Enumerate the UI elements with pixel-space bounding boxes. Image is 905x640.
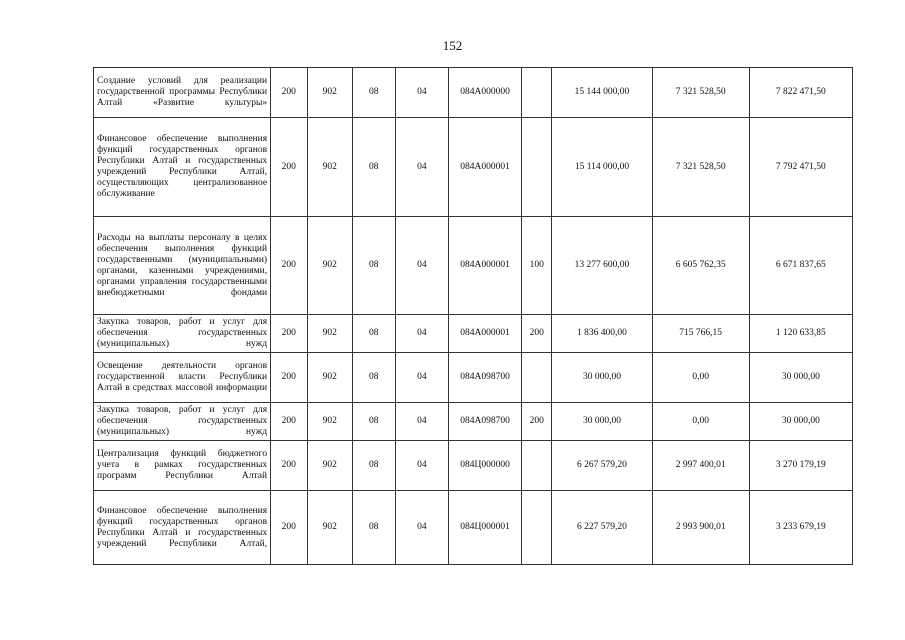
- row-description: Освещение деятельности органов государственной власти Республики Алтай в средствах массовой информации: [94, 353, 271, 403]
- row-subsection: 04: [395, 353, 449, 403]
- row-target-article: 084А000001: [449, 118, 522, 217]
- row-code-200: 200: [271, 441, 307, 491]
- row-description: Финансовое обеспечение выполнения функций государственных органов Республики Алтай и государственных учреждений Республики Алтай, осуществляющих централизованное обслуживание: [94, 118, 271, 217]
- table-row: [94, 491, 853, 565]
- table-row: [94, 403, 853, 441]
- budget-table: [93, 67, 853, 565]
- row-target-article: 084А000001: [449, 217, 522, 315]
- row-subsection: 04: [395, 68, 449, 118]
- row-amount-2: 6 605 762,35: [652, 217, 749, 315]
- row-amount-2: 2 997 400,01: [652, 441, 749, 491]
- row-target-article: 084Ц000001: [449, 491, 522, 565]
- row-grbs: 902: [307, 68, 353, 118]
- row-amount-1: 13 277 600,00: [552, 217, 652, 315]
- row-subsection: 04: [395, 491, 449, 565]
- row-grbs: 902: [307, 217, 353, 315]
- table-row: [94, 353, 853, 403]
- row-section: 08: [353, 441, 396, 491]
- row-amount-3: 3 270 179,19: [749, 441, 852, 491]
- row-description: Создание условий для реализации государственной программы Республики Алтай «Развитие культуры»: [94, 68, 271, 118]
- row-grbs: 902: [307, 353, 353, 403]
- row-subsection: 04: [395, 118, 449, 217]
- row-code-200: 200: [271, 315, 307, 353]
- row-expense-type: [522, 68, 552, 118]
- row-amount-1: 6 267 579,20: [552, 441, 652, 491]
- row-target-article: 084А000000: [449, 68, 522, 118]
- row-expense-type: [522, 491, 552, 565]
- row-grbs: 902: [307, 315, 353, 353]
- row-amount-2: 0,00: [652, 403, 749, 441]
- row-section: 08: [353, 118, 396, 217]
- row-expense-type: 100: [522, 217, 552, 315]
- row-amount-3: 30 000,00: [749, 403, 852, 441]
- row-subsection: 04: [395, 217, 449, 315]
- table-row: [94, 217, 853, 315]
- row-subsection: 04: [395, 315, 449, 353]
- row-amount-3: 7 822 471,50: [749, 68, 852, 118]
- row-expense-type: [522, 353, 552, 403]
- row-subsection: 04: [395, 441, 449, 491]
- row-amount-2: 7 321 528,50: [652, 118, 749, 217]
- row-amount-3: 7 792 471,50: [749, 118, 852, 217]
- row-amount-2: 715 766,15: [652, 315, 749, 353]
- row-amount-3: 3 233 679,19: [749, 491, 852, 565]
- row-amount-3: 6 671 837,65: [749, 217, 852, 315]
- row-grbs: 902: [307, 118, 353, 217]
- row-code-200: 200: [271, 403, 307, 441]
- row-section: 08: [353, 353, 396, 403]
- table-row: [94, 441, 853, 491]
- row-amount-2: 7 321 528,50: [652, 68, 749, 118]
- row-amount-1: 15 144 000,00: [552, 68, 652, 118]
- row-amount-1: 30 000,00: [552, 403, 652, 441]
- row-section: 08: [353, 68, 396, 118]
- row-target-article: 084А000001: [449, 315, 522, 353]
- row-target-article: 084А098700: [449, 403, 522, 441]
- row-code-200: 200: [271, 353, 307, 403]
- table-row: [94, 315, 853, 353]
- row-amount-1: 15 114 000,00: [552, 118, 652, 217]
- row-target-article: 084А098700: [449, 353, 522, 403]
- row-amount-2: 0,00: [652, 353, 749, 403]
- row-section: 08: [353, 491, 396, 565]
- page-number: 152: [442, 38, 463, 53]
- row-expense-type: [522, 441, 552, 491]
- row-amount-3: 30 000,00: [749, 353, 852, 403]
- table-row: [94, 118, 853, 217]
- row-expense-type: 200: [522, 403, 552, 441]
- row-grbs: 902: [307, 441, 353, 491]
- row-code-200: 200: [271, 217, 307, 315]
- row-grbs: 902: [307, 491, 353, 565]
- row-description: Закупка товаров, работ и услуг для обеспечения государственных (муниципальных) нужд: [94, 403, 271, 441]
- row-amount-1: 1 836 400,00: [552, 315, 652, 353]
- row-expense-type: [522, 118, 552, 217]
- row-description: Централизация функций бюджетного учета в рамках государственных программ Республики Алтай: [94, 441, 271, 491]
- row-amount-1: 6 227 579,20: [552, 491, 652, 565]
- row-subsection: 04: [395, 403, 449, 441]
- row-description: Закупка товаров, работ и услуг для обеспечения государственных (муниципальных) нужд: [94, 315, 271, 353]
- row-code-200: 200: [271, 118, 307, 217]
- row-section: 08: [353, 217, 396, 315]
- row-amount-1: 30 000,00: [552, 353, 652, 403]
- row-target-article: 084Ц000000: [449, 441, 522, 491]
- row-description: Финансовое обеспечение выполнения функций государственных органов Республики Алтай и государственных учреждений Республики Алтай,: [94, 491, 271, 565]
- row-description: Расходы на выплаты персоналу в целях обеспечения выполнения функций государственными (муниципальными) органами, казенными учреждениями, органами управления государственными внебюджетными фондами: [94, 217, 271, 315]
- row-code-200: 200: [271, 68, 307, 118]
- row-code-200: 200: [271, 491, 307, 565]
- row-expense-type: 200: [522, 315, 552, 353]
- table-body: [94, 68, 853, 565]
- row-amount-2: 2 993 900,01: [652, 491, 749, 565]
- row-section: 08: [353, 315, 396, 353]
- table-row: [94, 68, 853, 118]
- row-grbs: 902: [307, 403, 353, 441]
- row-section: 08: [353, 403, 396, 441]
- row-amount-3: 1 120 633,85: [749, 315, 852, 353]
